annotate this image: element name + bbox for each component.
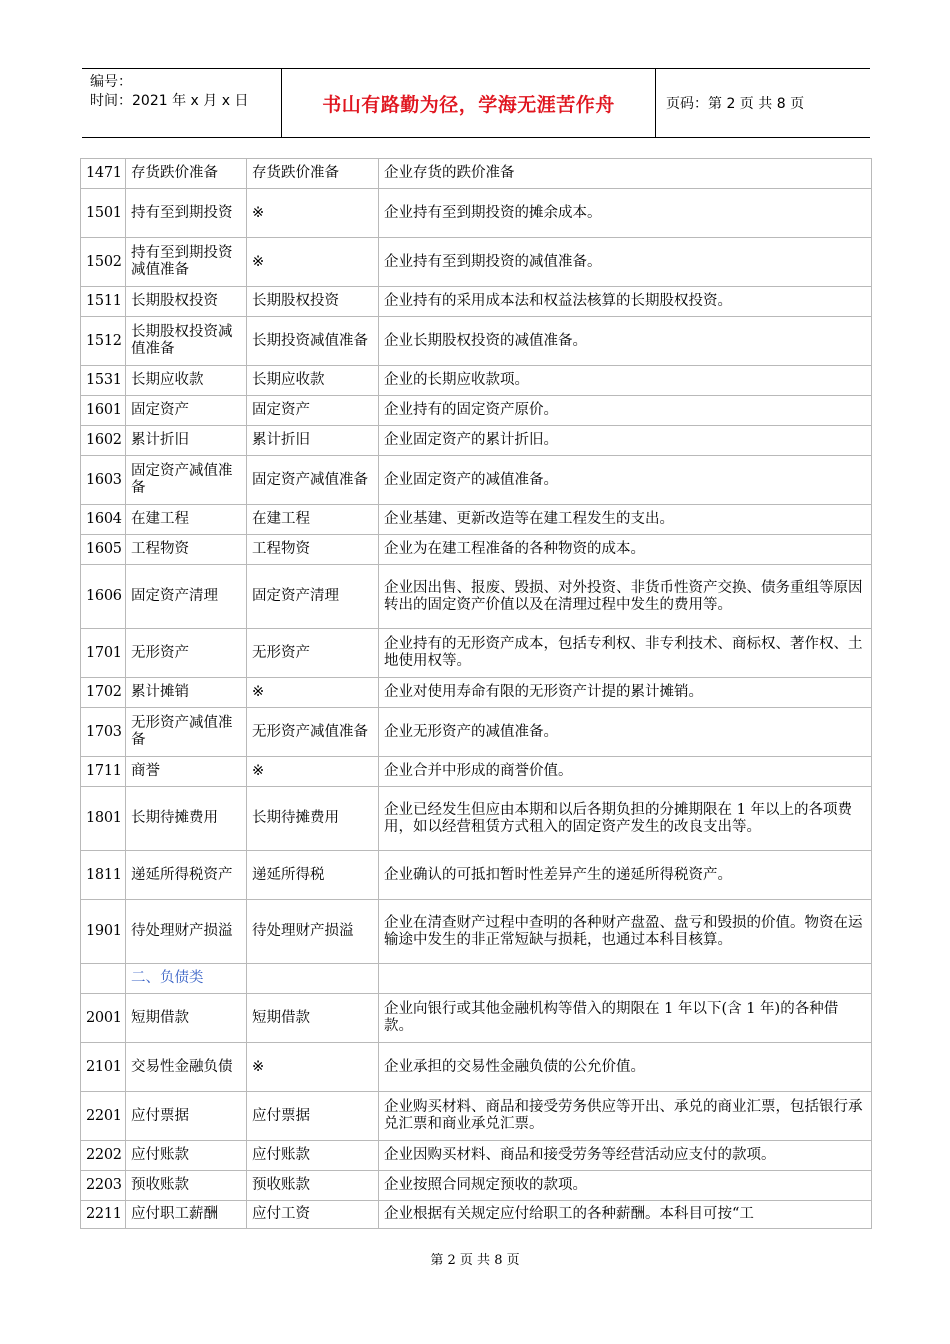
account-name-cell: 存货跌价准备 xyxy=(126,159,247,189)
account-code-cell: 1703 xyxy=(81,708,126,757)
account-code-cell: 2101 xyxy=(81,1043,126,1092)
account-description-cell xyxy=(379,964,872,994)
account-name-cell: 累计折旧 xyxy=(126,426,247,456)
table-row xyxy=(81,1171,872,1201)
account-name-cell: 待处理财产损溢 xyxy=(126,900,247,964)
account-name-cell: 累计摊销 xyxy=(126,678,247,708)
old-account-name-cell: 长期股权投资 xyxy=(247,287,379,317)
table-row xyxy=(81,287,872,317)
account-code-cell: 2201 xyxy=(81,1092,126,1141)
account-name-cell: 持有至到期投资减值准备 xyxy=(126,238,247,287)
table-row xyxy=(81,1043,872,1092)
account-code-cell: 1602 xyxy=(81,426,126,456)
account-name-cell: 持有至到期投资 xyxy=(126,189,247,238)
table-row xyxy=(81,757,872,787)
old-account-name-cell: 存货跌价准备 xyxy=(247,159,379,189)
account-code-cell: 1606 xyxy=(81,565,126,629)
motto: 书山有路勤为径，学海无涯苦作舟 xyxy=(282,69,656,137)
table-row xyxy=(81,900,872,964)
account-description-cell: 企业因出售、报废、毁损、对外投资、非货币性资产交换、债务重组等原因转出的固定资产价值以及在清理过程中发生的费用等。 xyxy=(379,565,872,629)
old-account-name-cell: 预收账款 xyxy=(247,1171,379,1201)
account-code-cell: 1605 xyxy=(81,535,126,565)
account-code-cell: 1601 xyxy=(81,396,126,426)
account-code-cell: 1531 xyxy=(81,366,126,396)
old-account-name-cell: 长期投资减值准备 xyxy=(247,317,379,366)
table-row xyxy=(81,159,872,189)
account-code-cell: 1711 xyxy=(81,757,126,787)
account-code-cell: 1701 xyxy=(81,629,126,678)
old-account-name-cell: ※ xyxy=(247,757,379,787)
account-name-cell: 固定资产 xyxy=(126,396,247,426)
account-code-cell: 1604 xyxy=(81,505,126,535)
account-description-cell: 企业购买材料、商品和接受劳务供应等开出、承兑的商业汇票，包括银行承兑汇票和商业承兑汇票。 xyxy=(379,1092,872,1141)
category-row xyxy=(81,964,872,994)
table-row xyxy=(81,1201,872,1229)
account-description-cell: 企业持有的固定资产原价。 xyxy=(379,396,872,426)
table-row xyxy=(81,456,872,505)
account-code-cell: 1603 xyxy=(81,456,126,505)
table-row xyxy=(81,787,872,851)
account-code-cell: 2203 xyxy=(81,1171,126,1201)
account-code-cell: 1511 xyxy=(81,287,126,317)
table-row xyxy=(81,426,872,456)
account-code-cell xyxy=(81,964,126,994)
old-account-name-cell: 固定资产 xyxy=(247,396,379,426)
account-description-cell: 企业持有至到期投资的摊余成本。 xyxy=(379,189,872,238)
account-code-cell: 1811 xyxy=(81,851,126,900)
account-description-cell: 企业对使用寿命有限的无形资产计提的累计摊销。 xyxy=(379,678,872,708)
time-label: 时间：2021 年 x 月 x 日 xyxy=(90,93,249,109)
account-code-cell: 1502 xyxy=(81,238,126,287)
accounts-table-body xyxy=(81,159,872,1229)
table-row xyxy=(81,535,872,565)
account-description-cell: 企业确认的可抵扣暂时性差异产生的递延所得税资产。 xyxy=(379,851,872,900)
table-row xyxy=(81,1141,872,1171)
account-description-cell: 企业已经发生但应由本期和以后各期负担的分摊期限在 1 年以上的各项费用，如以经营租赁方式租入的固定资产发生的改良支出等。 xyxy=(379,787,872,851)
table-row xyxy=(81,189,872,238)
accounts-table xyxy=(80,158,872,1229)
old-account-name-cell: 无形资产 xyxy=(247,629,379,678)
account-name-cell: 长期应收款 xyxy=(126,366,247,396)
account-name-cell: 长期股权投资减值准备 xyxy=(126,317,247,366)
table-row xyxy=(81,994,872,1043)
account-name-cell: 预收账款 xyxy=(126,1171,247,1201)
account-description-cell: 企业长期股权投资的减值准备。 xyxy=(379,317,872,366)
account-description-cell: 企业合并中形成的商誉价值。 xyxy=(379,757,872,787)
account-code-cell: 1512 xyxy=(81,317,126,366)
account-description-cell: 企业固定资产的累计折旧。 xyxy=(379,426,872,456)
account-name-cell: 短期借款 xyxy=(126,994,247,1043)
table-row xyxy=(81,678,872,708)
account-name-cell: 无形资产 xyxy=(126,629,247,678)
account-name-cell: 固定资产减值准备 xyxy=(126,456,247,505)
header-meta xyxy=(82,69,282,137)
account-name-cell: 在建工程 xyxy=(126,505,247,535)
table-row xyxy=(81,396,872,426)
old-account-name-cell: 应付账款 xyxy=(247,1141,379,1171)
page-indicator: 页码：第 2 页 共 8 页 xyxy=(666,96,805,112)
table-row xyxy=(81,1092,872,1141)
account-description-cell: 企业按照合同规定预收的款项。 xyxy=(379,1171,872,1201)
account-code-cell: 1801 xyxy=(81,787,126,851)
table-row xyxy=(81,629,872,678)
table-row xyxy=(81,708,872,757)
table-row xyxy=(81,317,872,366)
account-name-cell: 工程物资 xyxy=(126,535,247,565)
account-name-cell: 应付票据 xyxy=(126,1092,247,1141)
account-description-cell: 企业无形资产的减值准备。 xyxy=(379,708,872,757)
table-row xyxy=(81,366,872,396)
account-description-cell: 企业因购买材料、商品和接受劳务等经营活动应支付的款项。 xyxy=(379,1141,872,1171)
old-account-name-cell: 递延所得税 xyxy=(247,851,379,900)
account-description-cell: 企业基建、更新改造等在建工程发生的支出。 xyxy=(379,505,872,535)
account-name-cell: 二、负债类 xyxy=(126,964,247,994)
table-row xyxy=(81,238,872,287)
old-account-name-cell: ※ xyxy=(247,1043,379,1092)
old-account-name-cell: 固定资产减值准备 xyxy=(247,456,379,505)
old-account-name-cell: 工程物资 xyxy=(247,535,379,565)
old-account-name-cell: ※ xyxy=(247,189,379,238)
old-account-name-cell: 长期应收款 xyxy=(247,366,379,396)
old-account-name-cell: ※ xyxy=(247,678,379,708)
account-description-cell: 企业承担的交易性金融负债的公允价值。 xyxy=(379,1043,872,1092)
account-name-cell: 长期待摊费用 xyxy=(126,787,247,851)
account-description-cell: 企业为在建工程准备的各种物资的成本。 xyxy=(379,535,872,565)
account-code-cell: 1901 xyxy=(81,900,126,964)
account-description-cell: 企业存货的跌价准备 xyxy=(379,159,872,189)
page-header xyxy=(82,68,870,138)
table-row xyxy=(81,851,872,900)
account-name-cell: 长期股权投资 xyxy=(126,287,247,317)
account-description-cell: 企业持有的采用成本法和权益法核算的长期股权投资。 xyxy=(379,287,872,317)
account-description-cell: 企业在清查财产过程中查明的各种财产盘盈、盘亏和毁损的价值。物资在运输途中发生的非正常短缺与损耗，也通过本科目核算。 xyxy=(379,900,872,964)
old-account-name-cell: 长期待摊费用 xyxy=(247,787,379,851)
account-code-cell: 2202 xyxy=(81,1141,126,1171)
old-account-name-cell: 累计折旧 xyxy=(247,426,379,456)
account-code-cell: 1471 xyxy=(81,159,126,189)
account-name-cell: 应付职工薪酬 xyxy=(126,1201,247,1229)
account-description-cell: 企业的长期应收款项。 xyxy=(379,366,872,396)
account-name-cell: 固定资产清理 xyxy=(126,565,247,629)
old-account-name-cell: 待处理财产损溢 xyxy=(247,900,379,964)
account-name-cell: 递延所得税资产 xyxy=(126,851,247,900)
account-description-cell: 企业持有的无形资产成本，包括专利权、非专利技术、商标权、著作权、土地使用权等。 xyxy=(379,629,872,678)
account-code-cell: 2001 xyxy=(81,994,126,1043)
old-account-name-cell: 无形资产减值准备 xyxy=(247,708,379,757)
old-account-name-cell: 固定资产清理 xyxy=(247,565,379,629)
old-account-name-cell: 应付票据 xyxy=(247,1092,379,1141)
account-name-cell: 交易性金融负债 xyxy=(126,1043,247,1092)
old-account-name-cell: ※ xyxy=(247,238,379,287)
account-description-cell: 企业固定资产的减值准备。 xyxy=(379,456,872,505)
old-account-name-cell: 在建工程 xyxy=(247,505,379,535)
account-code-cell: 1501 xyxy=(81,189,126,238)
old-account-name-cell: 短期借款 xyxy=(247,994,379,1043)
account-code-cell: 2211 xyxy=(81,1201,126,1229)
account-name-cell: 应付账款 xyxy=(126,1141,247,1171)
account-description-cell: 企业向银行或其他金融机构等借入的期限在 1 年以下(含 1 年)的各种借款。 xyxy=(379,994,872,1043)
account-description-cell: 企业持有至到期投资的减值准备。 xyxy=(379,238,872,287)
table-row xyxy=(81,565,872,629)
account-name-cell: 商誉 xyxy=(126,757,247,787)
page-footer: 第 2 页 共 8 页 xyxy=(430,1253,520,1268)
old-account-name-cell xyxy=(247,964,379,994)
account-description-cell: 企业根据有关规定应付给职工的各种薪酬。本科目可按“工 xyxy=(379,1201,872,1229)
account-code-cell: 1702 xyxy=(81,678,126,708)
table-row xyxy=(81,505,872,535)
number-label: 编号： xyxy=(90,74,132,90)
account-name-cell: 无形资产减值准备 xyxy=(126,708,247,757)
old-account-name-cell: 应付工资 xyxy=(247,1201,379,1229)
